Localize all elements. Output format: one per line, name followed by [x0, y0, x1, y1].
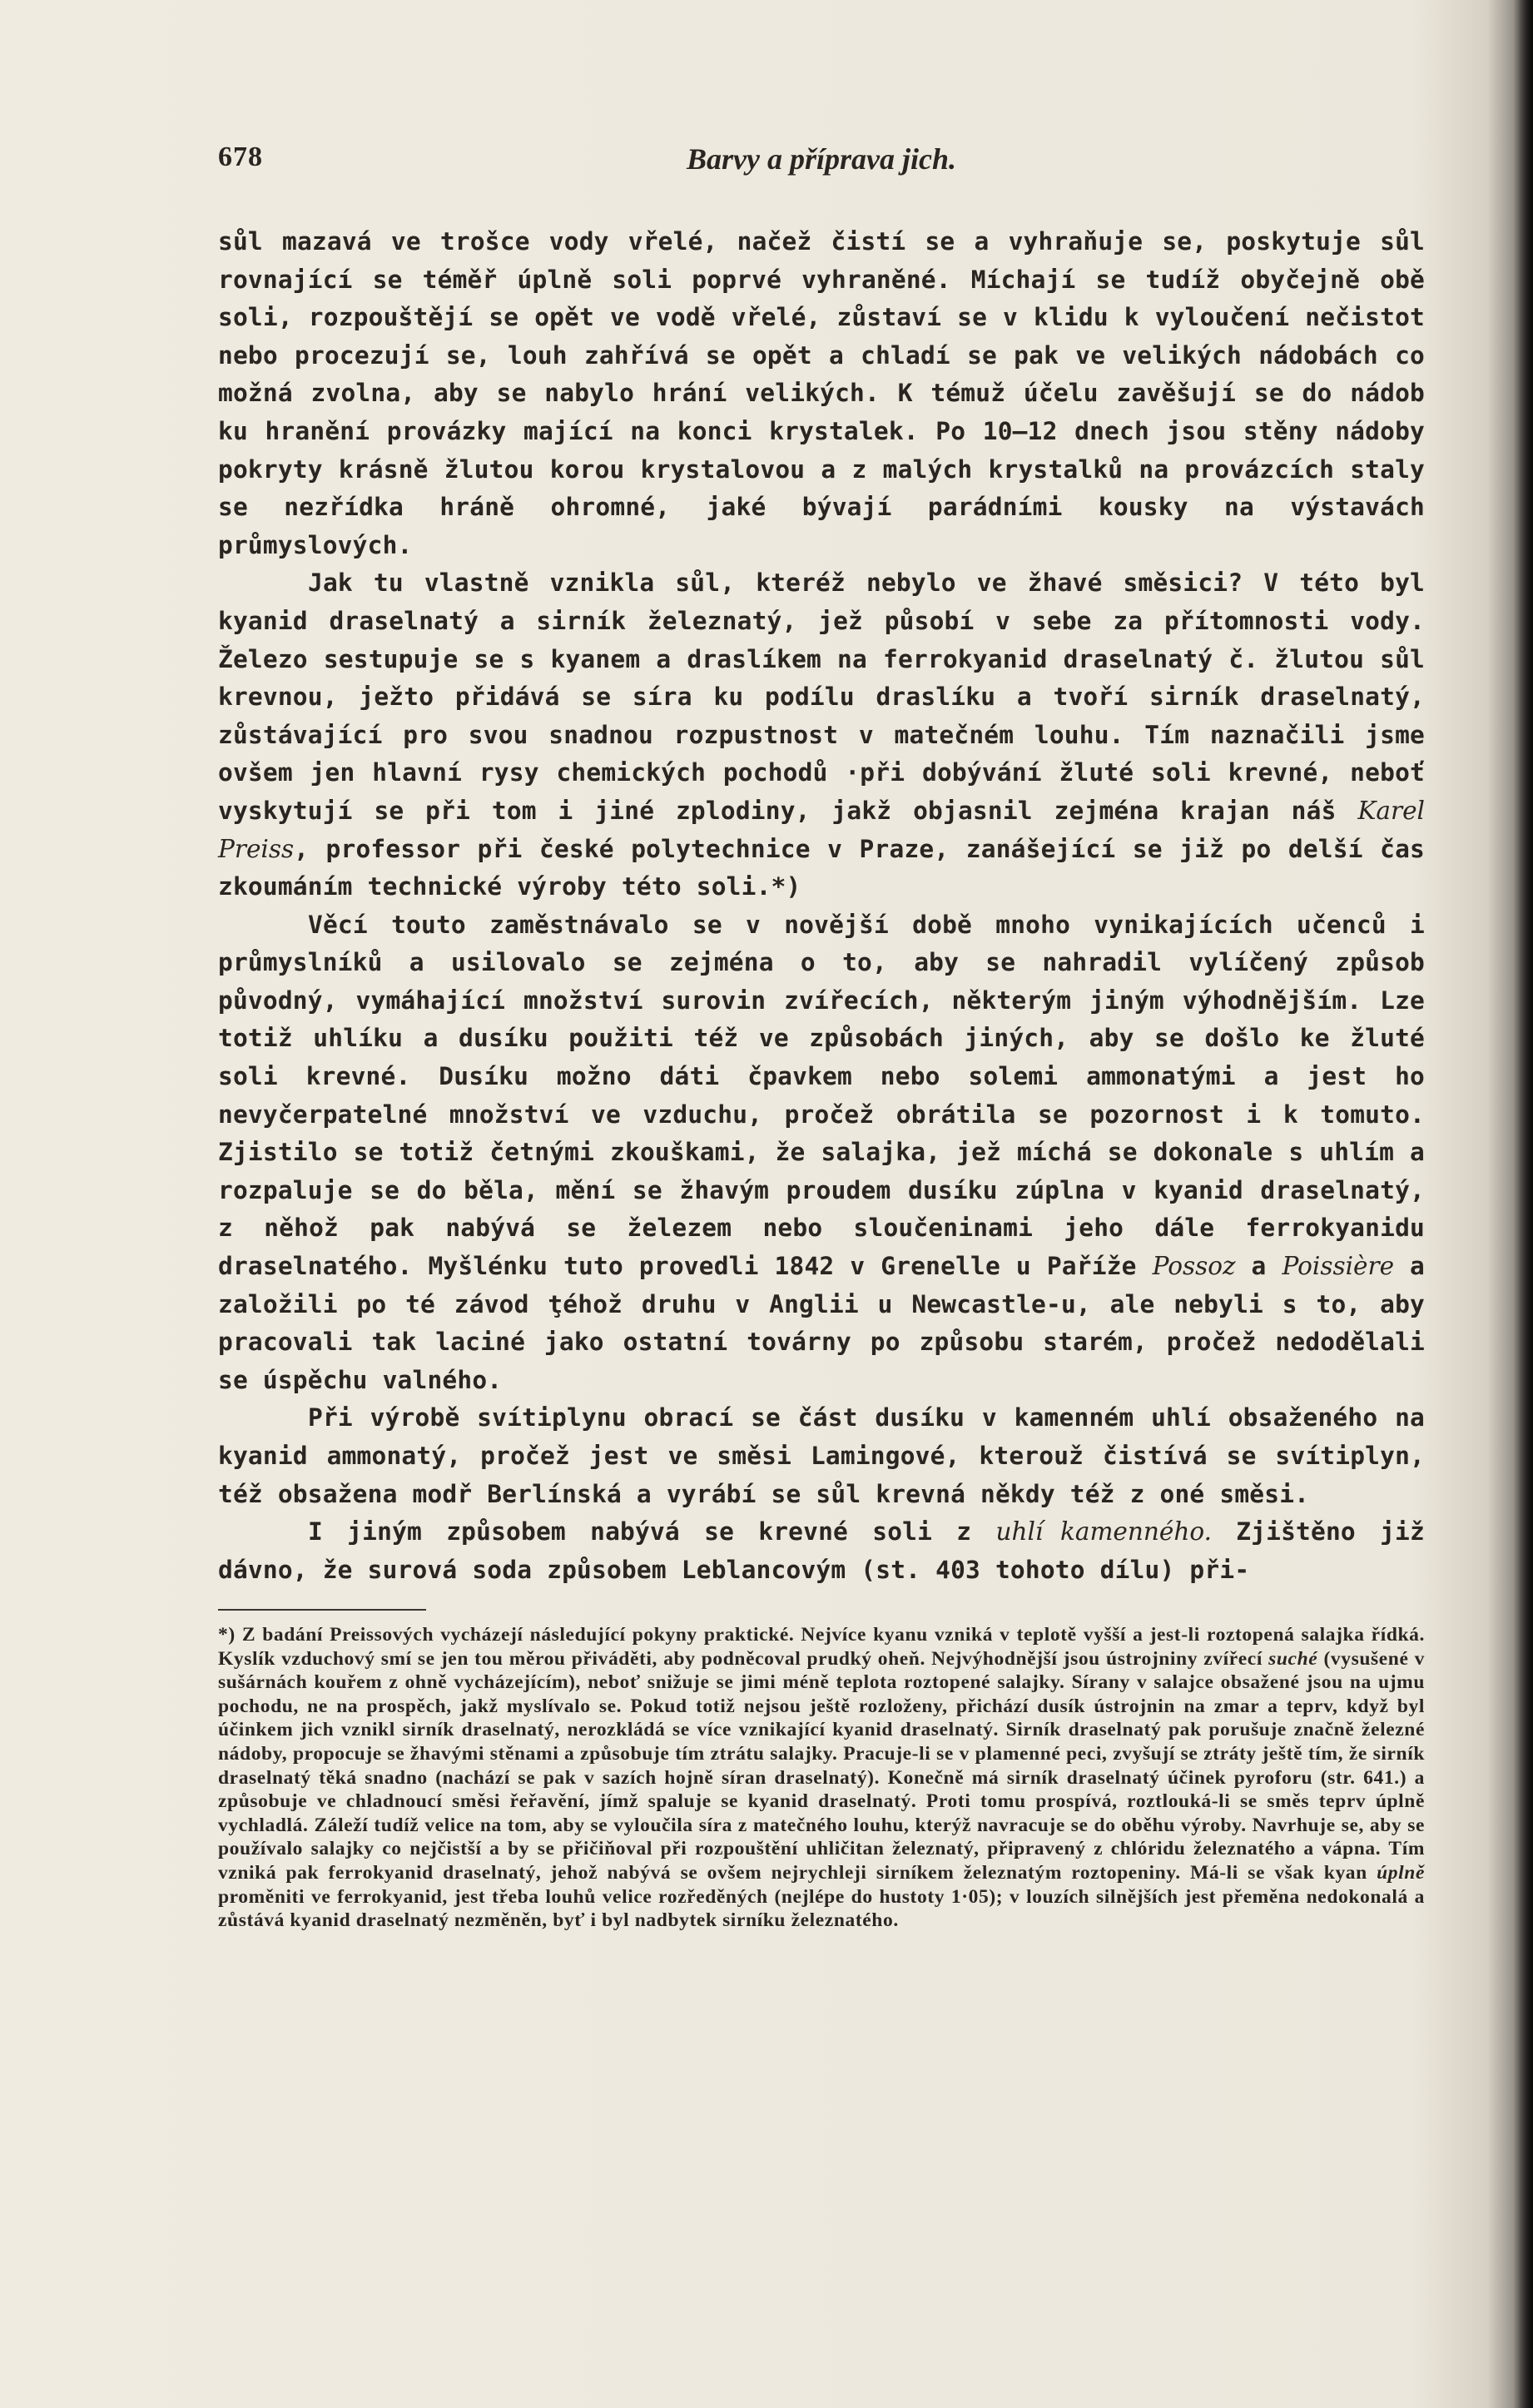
- term-uplne: úplně: [1377, 1861, 1425, 1884]
- footnote: *) Z badání Preissových vycházejí následující pokyny praktické. Nejvíce kyanu vzniká v teplotě vyšší a jest-li roztopená salajka řídká. Kyslík vzduchový smí se jen tou měrou přiváděti, aby podněcoval prudký oheň. Nejvýhodnější jsou ústrojniny zvířecí suché (vysušené v sušárnách kouřem z ohně vycházejícím), neboť snižuje se jimi méně teplota roztopené salajky. Sírany v salajce obsažené jsou na ujmu pochodu, ne na prospěch, jakž myslívalo se. Pokud totiž nejsou ještě rozloženy, přichází dusík ústrojnin na zmar a teprv, když byl účinkem jich vznikl sirník draselnatý, nerozkládá se více vznikající kyanid draselnatý. Sirník draselnatý pak porušuje značně železné nádoby, propocuje se žhavými stěnami a způsobuje tím ztrátu salajky. Pracuje-li se v plamenné peci, zvyšují se ztráty ještě tím, že sirník draselnatý těká snadno (nachází se pak v sazích hojně síran draselnatý). Konečně má sirník draselnatý účinek pyroforu (str. 641.) a způsobuje ve chladnoucí směsi řeřavění, jímž spaluje se kyanid draselnatý. Proti tomu prospívá, roztlouká-li se směs teprv úplně vychladlá. Záleží tudíž velice na tom, aby se vyloučila síra z matečného louhu, kterýž navracuje se do oběhu výroby. Navrhuje se, aby se používalo salajky co nejčistší a by se přičiňoval při rozpouštění uhličitan železnatý, připravený z chlóridu železnatého a vápna. Tím vzniká pak ferrokyanid draselnatý, jehož nabývá se ovšem nejrychleji sirníkem železnatým roztopeniny. Má-li se však kyan úplně proměniti ve ferrokyanid, jest třeba louhů velice rozředěných (nejlépe do hustoty 1·05); v louzích silnějších jest přeměna nedokonalá a zůstává kyanid draselnatý nezměněn, byť i byl nadbytek sirníku železnatého.: [218, 1624, 1425, 1932]
- author-name-poissiere: Poissière: [1282, 1252, 1395, 1281]
- body-text: [218, 223, 1425, 1589]
- footnote-divider: [218, 1609, 426, 1611]
- page-header: [218, 142, 1425, 191]
- author-name-preiss: Karel Preiss: [218, 796, 1425, 863]
- term-suche: suché: [1268, 1647, 1318, 1670]
- paragraph-5: I jiným způsobem nabývá se krevné soli z uhlí kamenného. Zjištěno již dávno, že surová soda způsobem Leblancovým (st. 403 tohoto dílu) při-: [218, 1517, 1425, 1584]
- term-uhli-kamenneho: uhlí kamenného.: [995, 1517, 1212, 1547]
- page-number: 678: [218, 142, 263, 172]
- paragraph-3: Věcí touto zaměstnávalo se v novější době mnoho vynikajících učenců i průmyslníků a usilovalo se zejména o to, aby se nahradil vylíčený způsob původný, vymáhající množství surovin zvířecích, některým jiným výhodnějším. Lze totiž uhlíku a dusíku použiti též ve způsobách jiných, aby se došlo ke žluté soli krevné. Dusíku možno dáti čpavkem nebo solemi ammonatými a jest ho nevyčerpatelné množství ve vzduchu, pročež obrátila se pozornost i k tomuto. Zjistilo se totiž četnými zkouškami, že salajka, jež míchá se dokonale s uhlím a rozpaluje se do běla, mění se žhavým proudem dusíku zúplna v kyanid draselnatý, z něhož pak nabývá se železem nebo sloučeninami jeho dále ferrokyanidu draselnatého. Myšlénku tuto provedli 1842 v Grenelle u Paříže Possoz a Poissière a založili po té závod ţéhož druhu v Anglii u Newcastle-u, ale nebyli s to, aby pracovali tak laciné jako ostatní továrny po způsobu starém, pročež nedodělali se úspěchu valného.: [218, 910, 1426, 1394]
- running-title: Barvy a příprava jich.: [687, 142, 956, 176]
- page-edge-shadow: [1513, 0, 1533, 2408]
- paragraph-1: sůl mazavá ve trošce vody vřelé, načež čistí se a vyhraňuje se, poskytuje sůl rovnající se téměř úplně soli poprvé vyhraněné. Míchají se tudíž obyčejně obě soli, rozpouštějí se opět ve vodě vřelé, zůstaví se v klidu k vyloučení nečistot nebo procezují se, louh zahřívá se opět a chladí se pak ve velikých nádobách co možná zvolna, aby se nabylo hrání velikých. K témuž účelu zavěšují se do nádob ku hranění provázky mající na konci krystalek. Po 10—12 dnech jsou stěny nádoby pokryty krásně žlutou korou krystalovou a z malých krystalků na provázcích staly se nezřídka hráně ohromné, jaké bývají parádními kousky na výstavách průmyslových.: [218, 227, 1425, 559]
- paragraph-4: Při výrobě svítiplynu obrací se část dusíku v kamenném uhlí obsaženého na kyanid ammonatý, pročež jest ve směsi Lamingové, kterouž čistívá se svítiplyn, též obsažena modř Berlínská a vyrábí se sůl krevná někdy též z oné směsi.: [218, 1403, 1425, 1508]
- paragraph-2: Jak tu vlastně vznikla sůl, kteréž nebylo ve žhavé směsici? V této byl kyanid draselnatý a sirník železnatý, jež působí v sebe za přítomnosti vody. Železo sestupuje se s kyanem a draslíkem na ferrokyanid draselnatý č. žlutou sůl krevnou, ježto přidává se síra ku podílu draslíku a tvoří sirník draselnatý, zůstávající pro svou snadnou rozpustnost v matečném louhu. Tím naznačili jsme ovšem jen hlavní rysy chemických pochodů ·při dobývání žluté soli krevné, neboť vyskytují se při tom i jiné zplodiny, jakž objasnil zejména krajan náš Karel Preiss, professor při české polytechnice v Praze, zanášející se již po delší čas zkoumáním technické výroby této soli.*): [218, 568, 1425, 901]
- author-name-possoz: Possoz: [1152, 1252, 1236, 1281]
